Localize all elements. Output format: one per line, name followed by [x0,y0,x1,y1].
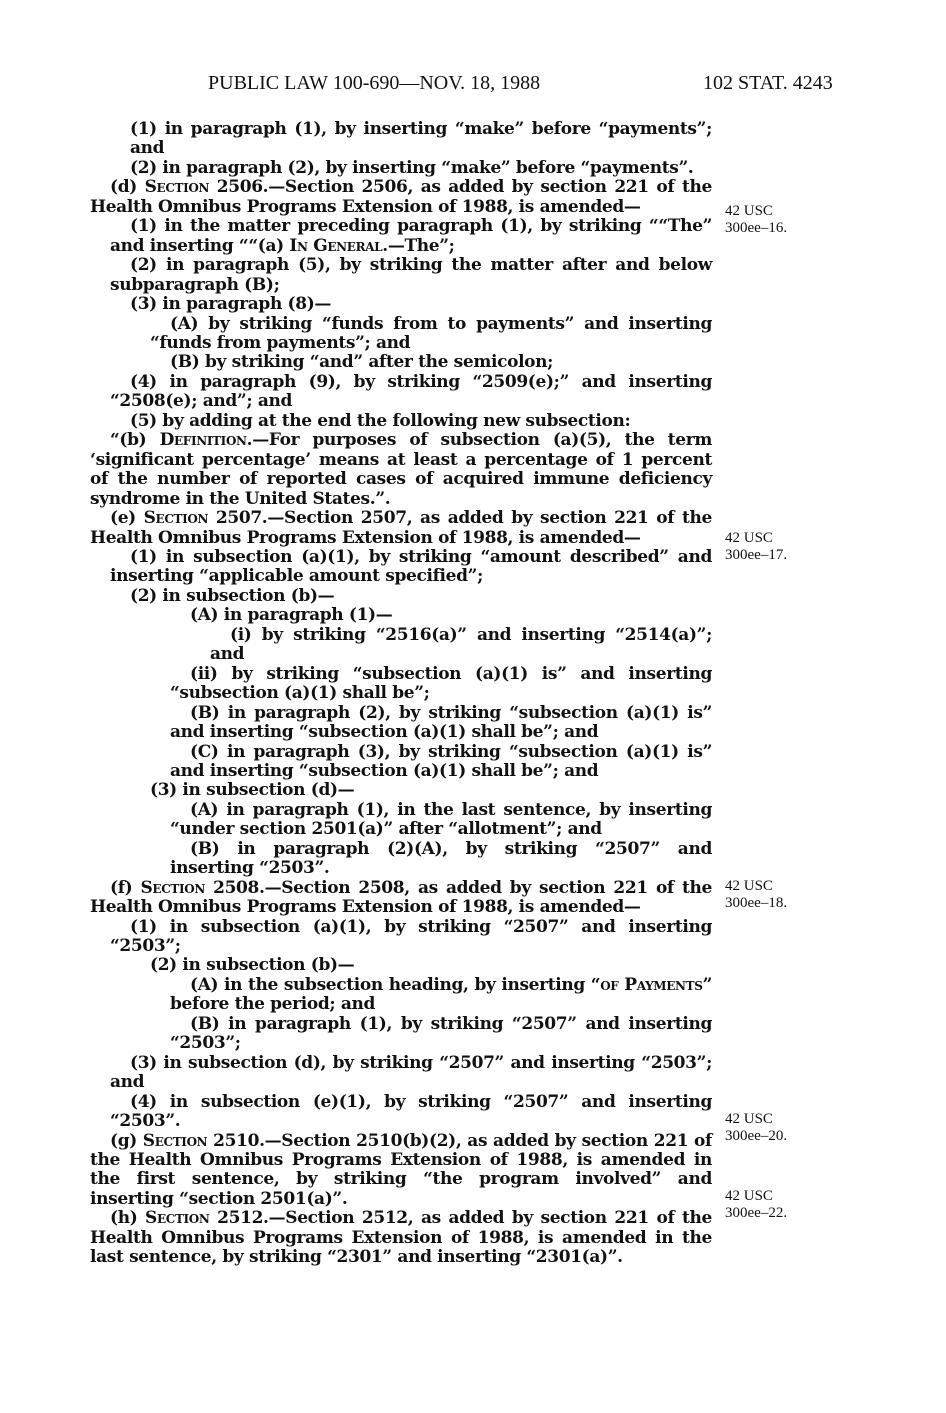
section-e-item-2B: (B) in paragraph (2), by striking “subsection (a)(1) is” and inserting “subsection (a)(1) shall be”; and [170,702,712,743]
section-d-item-2: (2) in paragraph (5), by striking the matter after and below subparagraph (B); [110,255,712,295]
section-f-item-2: (2) in subsection (b)— [150,955,355,976]
paragraph-1: (1) in paragraph (1), by inserting “make” before “payments”; and [130,119,712,159]
section-e-item-3: (3) in subsection (d)— [150,780,355,801]
paragraph-2: (2) in paragraph (2), by inserting “make” before “payments”. [130,157,694,178]
page-header [0,72,946,102]
section-e-item-2C: (C) in paragraph (3), by striking “subsection (a)(1) is” and inserting “subsection (a)(1) shall be”; and [170,741,712,781]
section-f-item-2A-post: ” before the period; and [170,974,712,1015]
margin-note-1-line2: 300ee–16. [725,220,788,236]
margin-note-4-line2: 300ee–20. [725,1128,788,1144]
section-h-label: (h) [110,1208,146,1229]
section-f-item-2A [90,976,712,1015]
section-e-item-3A: (A) in paragraph (1), in the last sentence, by inserting “under section 2501(a)” after “allotment”; and [170,799,712,840]
section-f-heading [90,879,712,918]
section-f-item-1: (1) in subsection (a)(1), by striking “2507” and inserting “2503”; [110,916,712,957]
section-d-heading [90,178,712,217]
section-d-item-3A: (A) by striking “funds from to payments” and inserting “funds from payments”; and [150,313,712,353]
section-d-item-3: (3) in paragraph (8)— [130,294,332,315]
section-e-heading [90,509,712,548]
section-d-item-1 [90,217,712,256]
section-d-item-1-pre: (1) in the matter preceding paragraph (1), by striking ““The” and inserting ““(a) [110,216,712,256]
section-g-smallcaps: Section [142,1130,208,1151]
margin-note-5-line2: 300ee–22. [725,1205,788,1221]
section-d-item-4: (4) in paragraph (9), by striking “2509(e);” and inserting “2508(e); and”; and [110,371,712,412]
section-d-item-3B: (B) by striking “and” after the semicolon; [170,352,554,373]
margin-note-4 [725,1111,787,1145]
section-f-item-2A-pre: (A) in the subsection heading, by inserting “ [190,974,601,995]
new-subsection-b-pre: “(b) [110,430,160,451]
section-d-label: (d) [110,177,145,198]
section-e-label: (e) [110,508,144,529]
section-e-item-2A: (A) in paragraph (1)— [190,605,393,626]
section-e-item-2: (2) in subsection (b)— [130,585,335,606]
section-d-smallcaps: Section [144,177,210,198]
section-g-label: (g) [110,1130,143,1151]
section-f-text: 2508.—Section 2508, as added by section 221 of the Health Omnibus Programs Extension of 1988, is amended— [90,877,712,918]
section-g-text: 2510.—Section 2510(b)(2), as added by section 221 of the Health Omnibus Programs Extension of 1988, is amended in the first sentence, by striking “the program involved” and inserting “section 2501(a)”. [90,1130,712,1209]
margin-note-1-line1: 42 USC [725,203,773,219]
margin-note-3-line2: 300ee–18. [725,895,788,911]
new-subsection-b [90,431,712,509]
section-e-text: 2507.—Section 2507, as added by section 221 of the Health Omnibus Programs Extension of 1988, is amended— [90,508,713,548]
section-e-item-2Aii: (ii) by striking “subsection (a)(1) is” and inserting “subsection (a)(1) shall be”; [170,663,712,704]
section-d-item-1-post: .—The”; [382,235,455,256]
margin-note-5-line1: 42 USC [725,1188,773,1204]
section-h-text: 2512.—Section 2512, as added by section 221 of the Health Omnibus Programs Extension of 1988, is amended in the last sentence, by striking “2301” and inserting “2301(a)”. [90,1208,712,1268]
section-f-label: (f) [110,877,141,898]
section-h-smallcaps: Section [145,1208,210,1229]
section-f-item-4: (4) in subsection (e)(1), by striking “2507” and inserting “2503”. [110,1091,712,1132]
section-e-smallcaps: Section [143,508,209,529]
margin-note-2 [725,530,787,564]
section-d-item-1-smallcaps: In General [289,235,383,256]
section-d-item-5: (5) by adding at the end the following new subsection: [130,410,631,431]
new-subsection-b-text: .—For purposes of subsection (a)(5), the term ‘significant percentage’ means at least a percentage of 1 percent of the number of reported cases of acquired immune deficiency syndrome in the United States.”. [90,430,712,509]
section-e-item-2Ai: (i) by striking “2516(a)” and inserting “2514(a)”; and [210,624,712,665]
section-e-item-3B: (B) in paragraph (2)(A), by striking “2507” and inserting “2503”. [170,838,712,879]
section-f-item-2B: (B) in paragraph (1), by striking “2507” and inserting “2503”; [170,1013,712,1054]
section-g-heading [90,1132,712,1210]
section-f-smallcaps: Section [140,877,205,898]
section-e-item-1: (1) in subsection (a)(1), by striking “amount described” and inserting “applicable amount specified”; [110,546,712,587]
new-subsection-b-smallcaps: Definition [159,430,247,451]
margin-note-2-line2: 300ee–17. [725,547,788,563]
document-body [90,120,712,1268]
statute-page-number: 102 STAT. 4243 [703,72,833,94]
margin-note-3-line1: 42 USC [725,878,773,894]
margin-note-4-line1: 42 USC [725,1111,773,1127]
section-d-text: 2506.—Section 2506, as added by section 221 of the Health Omnibus Programs Extension of 1988, is amended— [90,177,712,217]
running-title: PUBLIC LAW 100-690—NOV. 18, 1988 [208,72,541,94]
section-f-item-2A-smallcaps: of Payments [600,974,703,995]
section-f-item-3: (3) in subsection (d), by striking “2507” and inserting “2503”; and [110,1052,712,1093]
margin-note-2-line1: 42 USC [725,530,773,546]
section-h-heading [90,1209,712,1267]
margin-note-1 [725,203,787,237]
margin-note-3 [725,878,787,912]
margin-note-5 [725,1188,787,1222]
